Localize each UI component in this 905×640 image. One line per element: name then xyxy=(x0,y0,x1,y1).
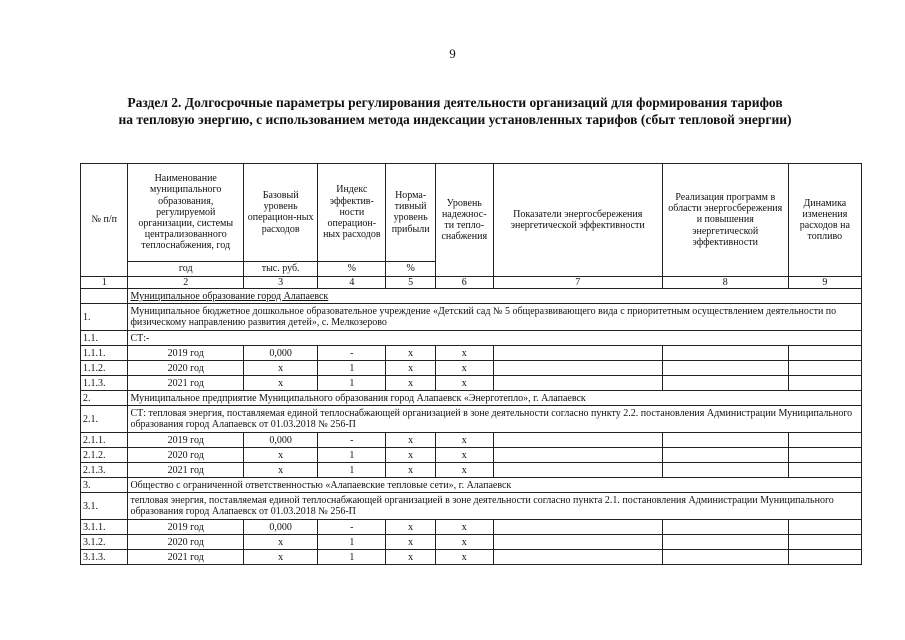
efficiency-index-cell: 1 xyxy=(318,361,386,376)
fuel-dynamics-cell xyxy=(788,448,861,463)
organization-name: Муниципальное бюджетное дошкольное образовательное учреждение «Детский сад № 5 общеразвивающего вида с приоритетным осуществлением деятельности по физическому направлению развития детей», с. Мелкозерово xyxy=(128,304,862,331)
energy-saving-cell xyxy=(493,535,662,550)
base-level-cell: 0,000 xyxy=(244,346,318,361)
municipality-row xyxy=(81,289,862,304)
energy-saving-cell xyxy=(493,550,662,565)
base-level-cell: x xyxy=(244,463,318,478)
col-number: 4 xyxy=(318,277,386,289)
profit-cell: x xyxy=(386,550,436,565)
system-name: СТ: тепловая энергия, поставляемая единой теплоснабжающей организацией в зоне деятельности согласно пункту 2.2. постановления Администрации Муниципального образования город Алапаевск от 01.03.2018 № 256-П xyxy=(128,406,862,433)
row-number: 2.1.2. xyxy=(81,448,128,463)
reliability-cell: x xyxy=(435,376,493,391)
programs-cell xyxy=(662,520,788,535)
profit-cell: x xyxy=(386,361,436,376)
year-cell: 2019 год xyxy=(128,346,244,361)
header-profit-level: Норма-тивный уровень прибыли xyxy=(386,164,436,262)
row-number: 1.1. xyxy=(81,331,128,346)
year-cell: 2020 год xyxy=(128,448,244,463)
system-row xyxy=(81,331,862,346)
row-number: 3.1.1. xyxy=(81,520,128,535)
reliability-cell: x xyxy=(435,433,493,448)
year-cell: 2021 год xyxy=(128,550,244,565)
municipality-name: Муниципальное образование город Алапаевск xyxy=(128,289,862,304)
fuel-dynamics-cell xyxy=(788,550,861,565)
unit-thousand-rub: тыс. руб. xyxy=(244,261,318,276)
efficiency-index-cell: 1 xyxy=(318,550,386,565)
energy-saving-cell xyxy=(493,448,662,463)
base-level-cell: x xyxy=(244,376,318,391)
table-row xyxy=(81,463,862,478)
system-name: СТ:- xyxy=(128,331,862,346)
programs-cell xyxy=(662,535,788,550)
programs-cell xyxy=(662,376,788,391)
efficiency-index-cell: - xyxy=(318,346,386,361)
fuel-dynamics-cell xyxy=(788,535,861,550)
energy-saving-cell xyxy=(493,361,662,376)
header-name: Наименование муниципального образования, регулируемой организации, системы централизованного теплоснабжения, год xyxy=(128,164,244,262)
table-row xyxy=(81,376,862,391)
profit-cell: x xyxy=(386,433,436,448)
row-number: 1.1.3. xyxy=(81,376,128,391)
system-row xyxy=(81,493,862,520)
base-level-cell: 0,000 xyxy=(244,433,318,448)
table-row xyxy=(81,550,862,565)
row-number: 3.1.3. xyxy=(81,550,128,565)
page-number: 9 xyxy=(449,46,456,61)
reliability-cell: x xyxy=(435,535,493,550)
row-number: 2.1.1. xyxy=(81,433,128,448)
row-number: 3.1.2. xyxy=(81,535,128,550)
efficiency-index-cell: 1 xyxy=(318,376,386,391)
year-cell: 2021 год xyxy=(128,463,244,478)
efficiency-index-cell: - xyxy=(318,433,386,448)
fuel-dynamics-cell xyxy=(788,376,861,391)
reliability-cell: x xyxy=(435,463,493,478)
reliability-cell: x xyxy=(435,346,493,361)
system-row xyxy=(81,406,862,433)
profit-cell: x xyxy=(386,346,436,361)
system-name: тепловая энергия, поставляемая единой теплоснабжающей организацией в зоне деятельности согласно пункта 2.1. постановления Администрации Муниципального образования город Алапаевск от 01.03.2018 № 256-П xyxy=(128,493,862,520)
row-number: 1.1.1. xyxy=(81,346,128,361)
table-row xyxy=(81,433,862,448)
col-number: 1 xyxy=(81,277,128,289)
efficiency-index-cell: 1 xyxy=(318,448,386,463)
energy-saving-cell xyxy=(493,433,662,448)
col-number: 5 xyxy=(386,277,436,289)
profit-cell: x xyxy=(386,376,436,391)
organization-name: Общество с ограниченной ответственностью «Алапаевские тепловые сети», г. Алапаевск xyxy=(128,478,862,493)
profit-cell: x xyxy=(386,535,436,550)
row-number: 1.1.2. xyxy=(81,361,128,376)
programs-cell xyxy=(662,463,788,478)
base-level-cell: x xyxy=(244,361,318,376)
base-level-cell: x xyxy=(244,448,318,463)
organization-name: Муниципальное предприятие Муниципального образования город Алапаевск «Энерготепло», г. Алапаевск xyxy=(128,391,862,406)
energy-saving-cell xyxy=(493,376,662,391)
header-num: № п/п xyxy=(81,164,128,277)
year-cell: 2020 год xyxy=(128,535,244,550)
row-number: 2.1.3. xyxy=(81,463,128,478)
row-number: 2.1. xyxy=(81,406,128,433)
col-number: 2 xyxy=(128,277,244,289)
row-number: 1. xyxy=(81,304,128,331)
reliability-cell: x xyxy=(435,550,493,565)
table-row xyxy=(81,448,862,463)
header-programs: Реализация программ в области энергосбережения и повышения энергетической эффективности xyxy=(662,164,788,277)
profit-cell: x xyxy=(386,463,436,478)
col-number: 8 xyxy=(662,277,788,289)
header-row xyxy=(81,164,862,262)
year-cell: 2019 год xyxy=(128,520,244,535)
efficiency-index-cell: 1 xyxy=(318,535,386,550)
section-heading-line1: Раздел 2. Долгосрочные параметры регулирования деятельности организаций для формирования тарифов xyxy=(127,95,783,110)
fuel-dynamics-cell xyxy=(788,433,861,448)
reliability-cell: x xyxy=(435,361,493,376)
organization-row xyxy=(81,391,862,406)
section-heading-line2: на тепловую энергию, с использованием метода индексации установленных тарифов (сбыт тепловой энергии) xyxy=(118,112,792,127)
table-row xyxy=(81,520,862,535)
profit-cell: x xyxy=(386,448,436,463)
table-row xyxy=(81,361,862,376)
section-heading xyxy=(60,94,850,128)
header-energy-saving: Показатели энергосбережения энергетической эффективности xyxy=(493,164,662,277)
fuel-dynamics-cell xyxy=(788,463,861,478)
col-number: 7 xyxy=(493,277,662,289)
base-level-cell: x xyxy=(244,535,318,550)
header-fuel-dynamics: Динамика изменения расходов на топливо xyxy=(788,164,861,277)
programs-cell xyxy=(662,346,788,361)
energy-saving-cell xyxy=(493,520,662,535)
row-number: 2. xyxy=(81,391,128,406)
col-number: 9 xyxy=(788,277,861,289)
header-reliability: Уровень надежнос-ти тепло-снабжения xyxy=(435,164,493,277)
header-base-level: Базовый уровень операцион-ных расходов xyxy=(244,164,318,262)
reliability-cell: x xyxy=(435,448,493,463)
col-number: 3 xyxy=(244,277,318,289)
energy-saving-cell xyxy=(493,463,662,478)
programs-cell xyxy=(662,433,788,448)
efficiency-index-cell: - xyxy=(318,520,386,535)
tariff-parameters-table xyxy=(80,163,862,565)
programs-cell xyxy=(662,361,788,376)
base-level-cell: x xyxy=(244,550,318,565)
year-cell: 2021 год xyxy=(128,376,244,391)
programs-cell xyxy=(662,448,788,463)
unit-percent: % xyxy=(318,261,386,276)
programs-cell xyxy=(662,550,788,565)
unit-percent: % xyxy=(386,261,436,276)
fuel-dynamics-cell xyxy=(788,346,861,361)
col-number: 6 xyxy=(435,277,493,289)
header-efficiency-index: Индекс эффектив-ности операцион-ных расходов xyxy=(318,164,386,262)
base-level-cell: 0,000 xyxy=(244,520,318,535)
year-cell: 2019 год xyxy=(128,433,244,448)
table-row xyxy=(81,535,862,550)
unit-year: год xyxy=(128,261,244,276)
fuel-dynamics-cell xyxy=(788,520,861,535)
row-number: 3.1. xyxy=(81,493,128,520)
profit-cell: x xyxy=(386,520,436,535)
fuel-dynamics-cell xyxy=(788,361,861,376)
year-cell: 2020 год xyxy=(128,361,244,376)
reliability-cell: x xyxy=(435,520,493,535)
organization-row xyxy=(81,478,862,493)
row-number: 3. xyxy=(81,478,128,493)
organization-row xyxy=(81,304,862,331)
efficiency-index-cell: 1 xyxy=(318,463,386,478)
energy-saving-cell xyxy=(493,346,662,361)
column-number-row xyxy=(81,277,862,289)
table-row xyxy=(81,346,862,361)
